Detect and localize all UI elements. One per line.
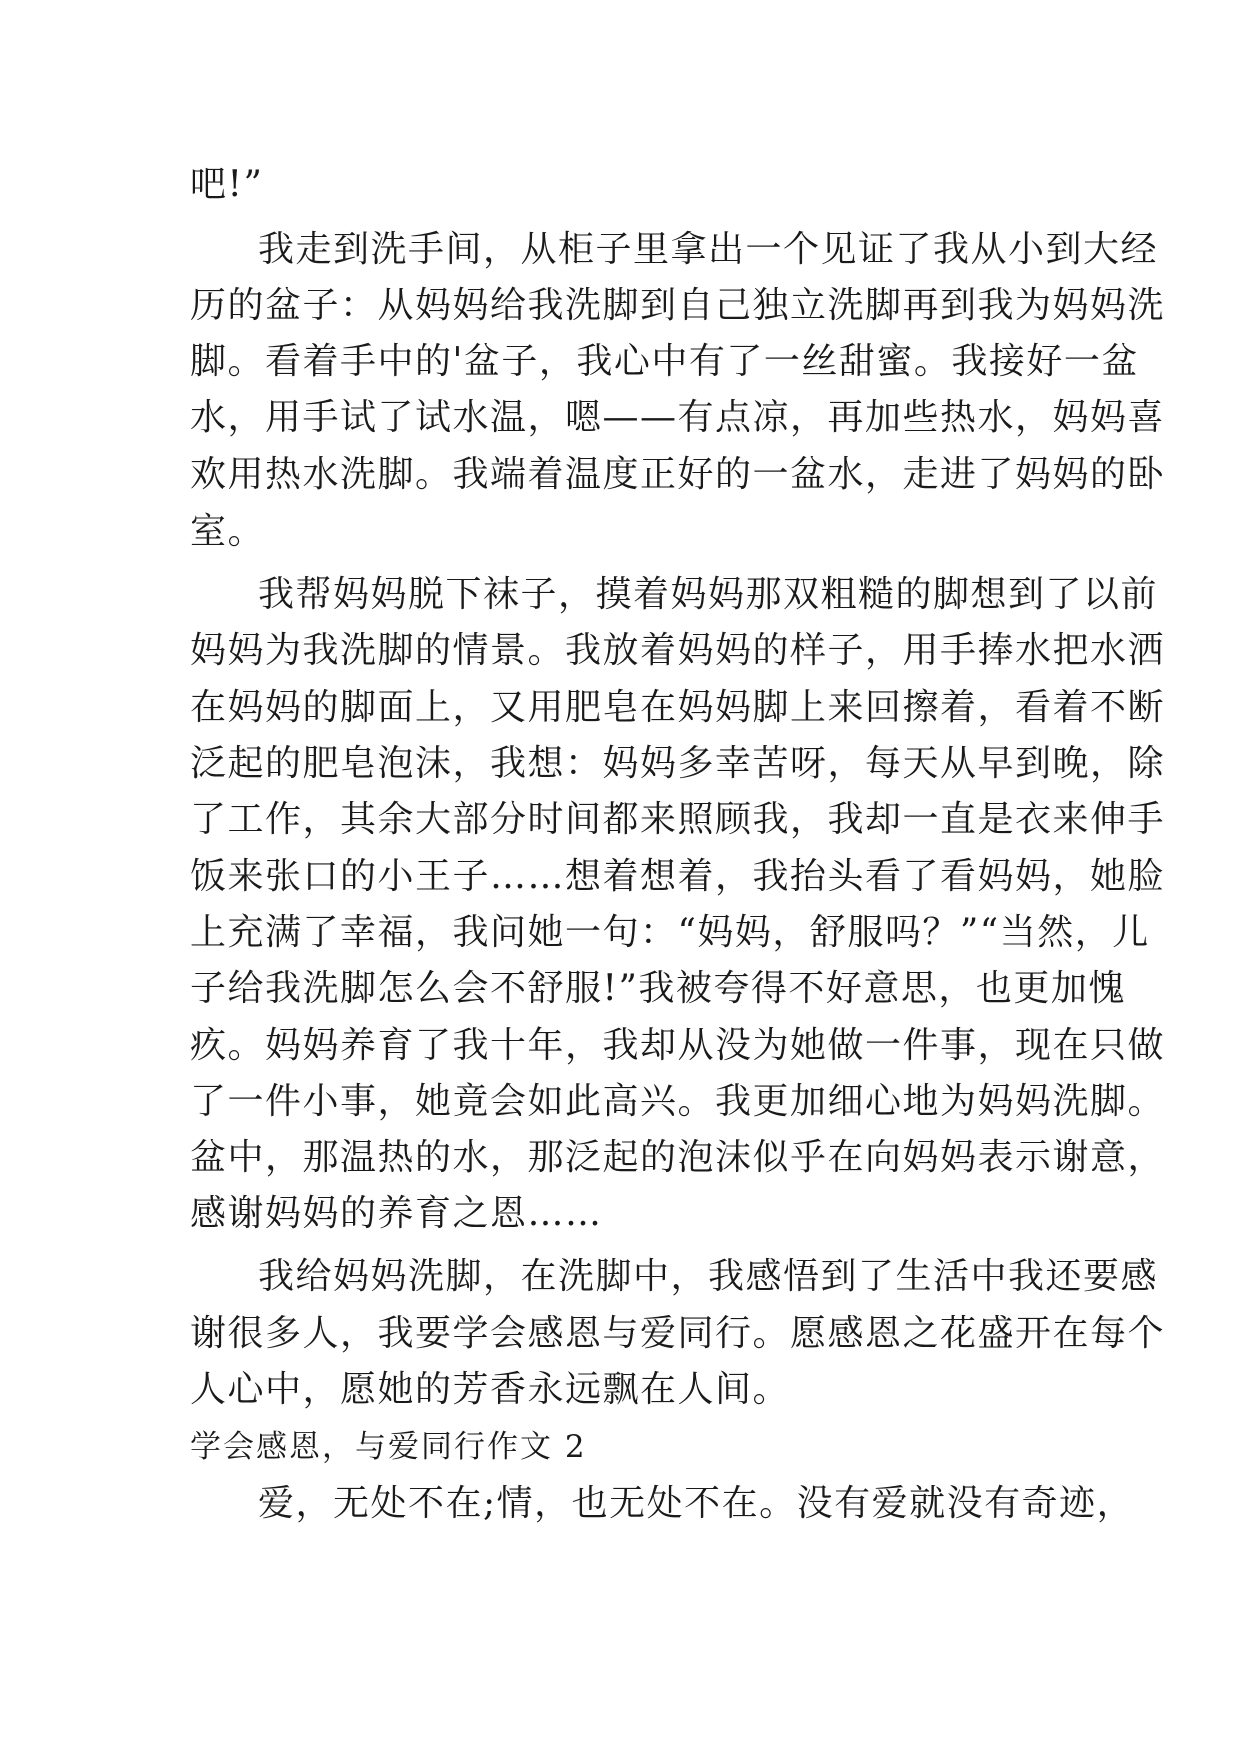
paragraph-line: 了工作，其余大部分时间都来照顾我，我却一直是衣来伸手 xyxy=(190,799,1166,840)
paragraph-line: 室。 xyxy=(190,511,266,552)
paragraph-line: 泛起的肥皂泡沫，我想：妈妈多幸苦呀，每天从早到晚，除 xyxy=(190,743,1166,784)
paragraph-line: 在妈妈的脚面上，又用肥皂在妈妈脚上来回擦着，看着不断 xyxy=(190,687,1166,728)
paragraph-line: 我给妈妈洗脚，在洗脚中，我感悟到了生活中我还要感 xyxy=(258,1256,1159,1297)
paragraph-line: 人心中，愿她的芳香永远飘在人间。 xyxy=(190,1369,791,1410)
paragraph-line: 子给我洗脚怎么会不舒服!”我被夸得不好意思，也更加愧 xyxy=(190,968,1126,1009)
paragraph-line: 我走到洗手间，从柜子里拿出一个见证了我从小到大经 xyxy=(258,229,1159,270)
paragraph-line: 饭来张口的小王子……想着想着，我抬头看了看妈妈，她脸 xyxy=(190,856,1166,897)
paragraph-line: 我帮妈妈脱下袜子，摸着妈妈那双粗糙的脚想到了以前 xyxy=(258,574,1159,615)
paragraph-line: 妈妈为我洗脚的情景。我放着妈妈的样子，用手捧水把水洒 xyxy=(190,630,1166,671)
paragraph-line: 脚。看着手中的'盆子，我心中有了一丝甜蜜。我接好一盆 xyxy=(190,341,1139,382)
paragraph-line: 爱，无处不在;情，也无处不在。没有爱就没有奇迹， xyxy=(258,1483,1135,1524)
paragraph-line: 吧!” xyxy=(190,164,264,205)
paragraph-line: 欢用热水洗脚。我端着温度正好的一盆水，走进了妈妈的卧 xyxy=(190,454,1166,495)
paragraph-line: 谢很多人，我要学会感恩与爱同行。愿感恩之花盛开在每个 xyxy=(190,1313,1166,1354)
paragraph-line: 历的盆子：从妈妈给我洗脚到自己独立洗脚再到我为妈妈洗 xyxy=(190,285,1166,326)
section-heading: 学会感恩，与爱同行作文 2 xyxy=(190,1429,587,1465)
paragraph-line: 了一件小事，她竟会如此高兴。我更加细心地为妈妈洗脚。 xyxy=(190,1081,1166,1122)
paragraph-line: 感谢妈妈的养育之恩…… xyxy=(190,1193,603,1234)
paragraph-line: 疚。妈妈养育了我十年，我却从没为她做一件事，现在只做 xyxy=(190,1025,1166,1066)
paragraph-line: 上充满了幸福，我问她一句：“妈妈，舒服吗？”“当然，儿 xyxy=(190,912,1150,953)
paragraph-line: 水，用手试了试水温，嗯——有点凉，再加些热水，妈妈喜 xyxy=(190,397,1166,438)
paragraph-line: 盆中，那温热的水，那泛起的泡沫似乎在向妈妈表示谢意， xyxy=(190,1137,1166,1178)
